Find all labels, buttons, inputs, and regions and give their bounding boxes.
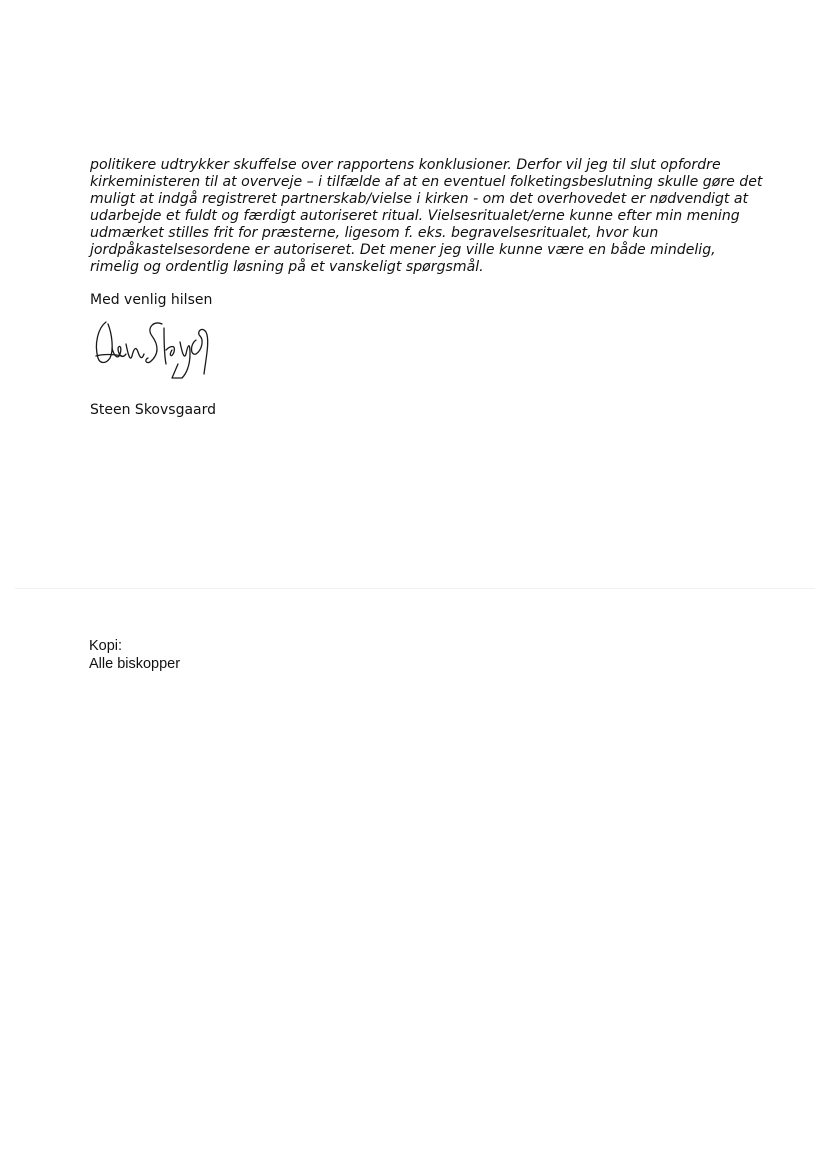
closing-salutation: Med venlig hilsen — [90, 292, 213, 308]
body-line: jordpåkastelsesordene er autoriseret. Det mener jeg ville kunne være en både mindelig, — [90, 242, 716, 258]
body-line: udarbejde et fuldt og færdigt autoriseret ritual. Vielsesritualet/erne kunne efter min mening — [90, 208, 740, 224]
body-line: udmærket stilles frit for præsterne, ligesom f. eks. begravelsesritualet, hvor kun — [90, 225, 659, 241]
handwritten-signature — [92, 314, 216, 384]
body-line: rimelig og ordentlig løsning på et vanskeligt spørgsmål. — [90, 259, 484, 275]
letter-body — [90, 157, 780, 276]
body-line: muligt at indgå registreret partnerskab/vielse i kirken - om det overhovedet er nødvendigt at — [90, 191, 749, 207]
copy-label: Kopi: — [89, 638, 123, 654]
body-line: kirkeministeren til at overveje – i tilfælde af at en eventuel folketingsbeslutning skulle gøre det — [90, 174, 763, 190]
copy-recipients: Alle biskopper — [89, 656, 181, 672]
signer-name: Steen Skovsgaard — [90, 402, 217, 418]
copy-block — [89, 637, 180, 673]
page-divider — [15, 588, 815, 589]
body-line: politikere udtrykker skuffelse over rapportens konklusioner. Derfor vil jeg til slut opfordre — [90, 157, 721, 173]
